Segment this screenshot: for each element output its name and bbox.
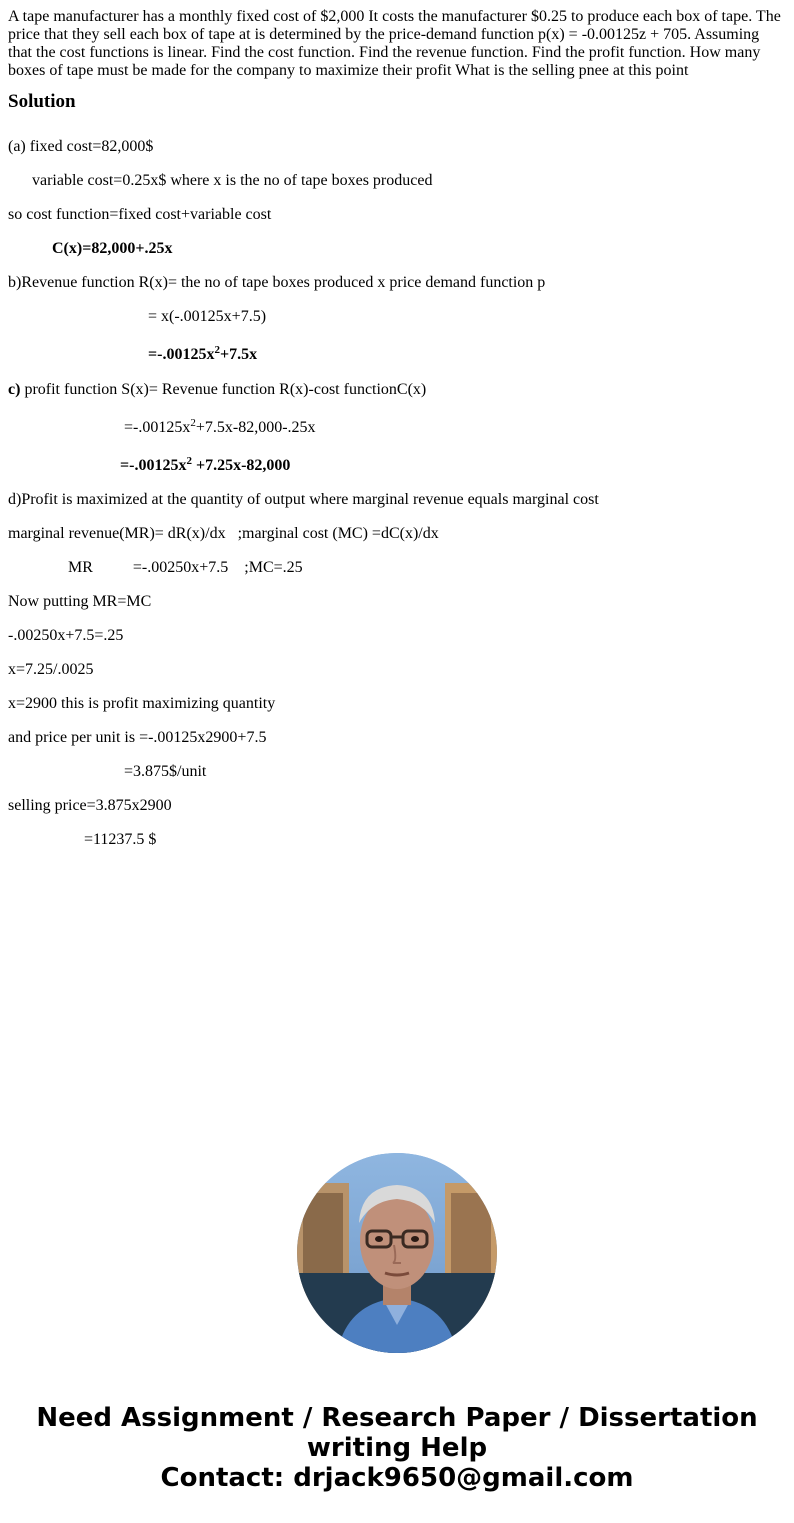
cost-function-result: C(x)=82,000+.25x xyxy=(52,240,173,257)
promo-line-1: Need Assignment / Research Paper / Dissertation xyxy=(36,1403,758,1433)
profit-function-step: $=-.00125x^2+7.5x-82,000-.25x$ xyxy=(124,417,316,436)
marginal-definitions: marginal revenue(MR)= dR(x)/dx ;marginal cost (MC) =dC(x)/dx xyxy=(8,525,439,542)
question-text: A tape manufacturer has a monthly fixed cost of $2,000 It costs the manufacturer $0.25 to produce each box of tape. The price that they sell each box of tape at is determined by the price-demand function p(x) = -0.00125z + 705. Assuming that the cost functions is linear. Find the cost function. Find the revenue function. Find the profit function. How many boxes of tape must be made for the company to maximize their profit What is the selling pnee at this point xyxy=(8,8,781,79)
revenue-function-definition: b)Revenue function R(x)= the no of tape boxes produced x price demand function p xyxy=(8,274,546,291)
marginal-values: MR =-.00250x+7.5 ;MC=.25 xyxy=(68,559,303,576)
promo-footer xyxy=(0,1403,794,1493)
variable-cost-line: variable cost=0.25x$ where x is the no of tape boxes produced xyxy=(32,172,433,189)
profit-function-definition: c) profit function S(x)= Revenue function R(x)-cost functionC(x) xyxy=(8,381,427,398)
price-calculation: and price per unit is =-.00125x2900+7.5 xyxy=(8,729,267,746)
selling-price-result: =11237.5 $ xyxy=(84,831,157,848)
quantity-result: x=2900 this is profit maximizing quantity xyxy=(8,695,276,712)
solution-heading: Solution xyxy=(8,91,76,112)
revenue-function-step: = x(-.00125x+7.5) xyxy=(148,308,267,325)
solve-line: x=7.25/.0025 xyxy=(8,661,94,678)
profit-function-result: $=-.00125x^2 +7.25x-82,000$ xyxy=(120,455,291,474)
fixed-cost-line: (a) fixed cost=82,000$ xyxy=(8,138,154,155)
equation-line: -.00250x+7.5=.25 xyxy=(8,627,124,644)
profit-maximization-rule: d)Profit is maximized at the quantity of output where marginal revenue equals marginal cost xyxy=(8,491,599,508)
person-photo-icon xyxy=(297,1153,497,1353)
revenue-function-result: $=-.00125x^2+7.5x$ xyxy=(148,344,258,363)
price-result: =3.875$/unit xyxy=(124,763,207,780)
promo-line-2: writing Help xyxy=(306,1433,488,1463)
avatar xyxy=(297,1153,497,1353)
equate-step: Now putting MR=MC xyxy=(8,593,152,610)
cost-function-definition: so cost function=fixed cost+variable cost xyxy=(8,206,272,223)
promo-contact: Contact: drjack9650@gmail.com xyxy=(160,1463,634,1493)
selling-price-calculation: selling price=3.875x2900 xyxy=(8,797,172,814)
document-body xyxy=(8,8,786,113)
